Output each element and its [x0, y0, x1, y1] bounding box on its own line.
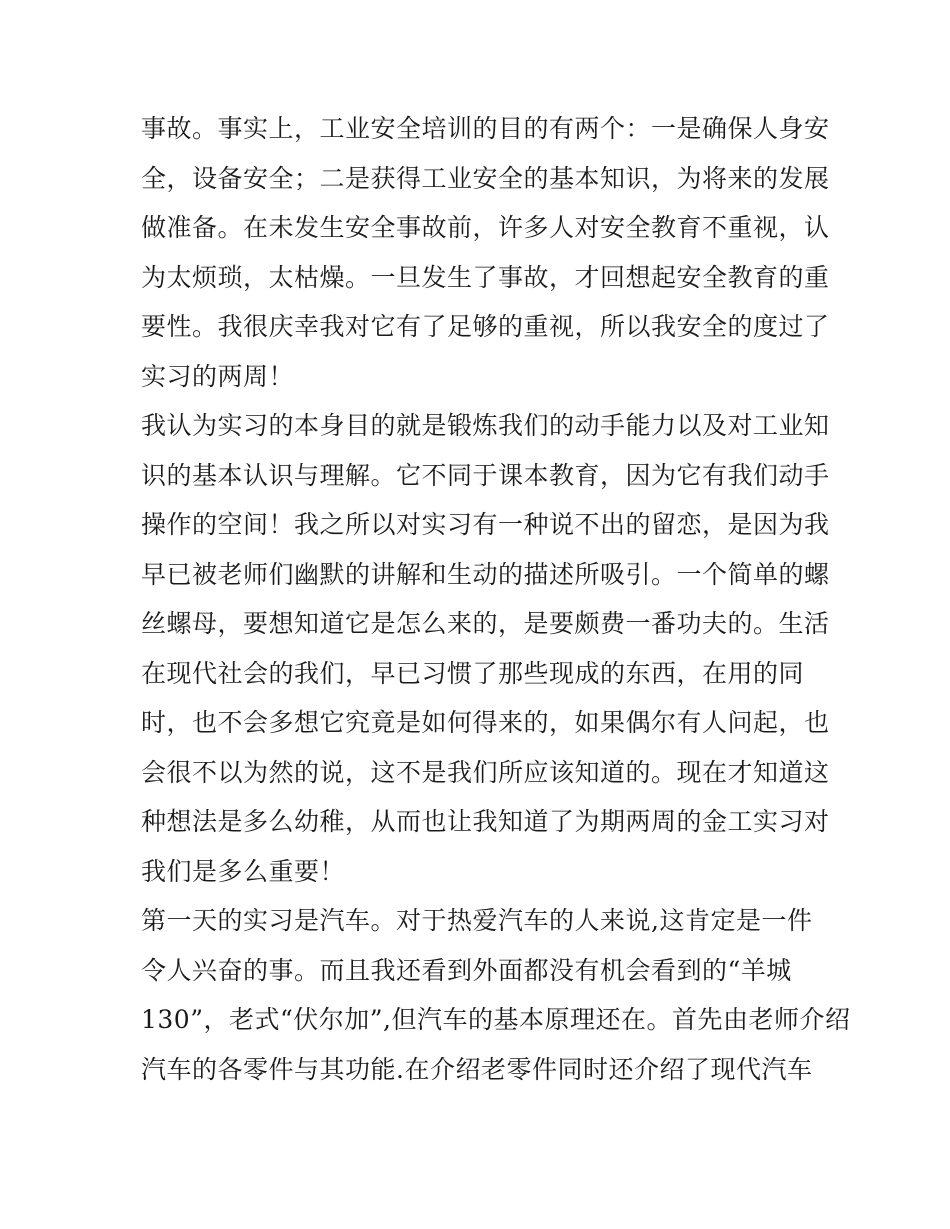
text-line: 全，设备安全；二是获得工业安全的基本知识，为将来的发展	[141, 163, 830, 193]
text-line: 要性。我很庆幸我对它有了足够的重视，所以我安全的度过了	[141, 312, 830, 341]
text-line: 令人兴奋的事。而且我还看到外面都没有机会看到的“羊城	[141, 955, 792, 985]
text-line: 130”，老式“伏尔加”,但汽车的基本原理还在。首先由老师介绍	[141, 1005, 851, 1034]
text-line: 丝螺母，要想知道它是怎么来的，是要颇费一番功夫的。生活	[141, 609, 830, 638]
text-line: 做准备。在未发生安全事故前，许多人对安全教育不重视，认	[141, 213, 830, 242]
text-line: 在现代社会的我们，早已习惯了那些现成的东西，在用的同	[141, 658, 805, 688]
text-line: 会很不以为然的说，这不是我们所应该知道的。现在才知道这	[141, 757, 830, 787]
text-line: 早已被老师们幽默的讲解和生动的描述所吸引。一个简单的螺	[141, 559, 830, 589]
body-text	[141, 104, 851, 1094]
text-line: 识的基本认识与理解。它不同于课本教育，因为它有我们动手	[141, 460, 830, 490]
text-line: 我认为实习的本身目的就是锻炼我们的动手能力以及对工业知	[141, 411, 830, 440]
text-line: 我们是多么重要！	[141, 856, 346, 886]
text-line: 事故。事实上，工业安全培训的目的有两个：一是确保人身安	[141, 114, 830, 143]
text-line: 实习的两周！	[141, 361, 295, 391]
text-line: 为太烦琐，太枯燥。一旦发生了事故，才回想起安全教育的重	[141, 262, 830, 292]
text-line: 操作的空间！我之所以对实习有一种说不出的留恋，是因为我	[141, 510, 830, 539]
text-line: 第一天的实习是汽车。对于热爱汽车的人来说,这肯定是一件	[141, 906, 813, 935]
text-line: 汽车的各零件与其功能.在介绍老零件同时还介绍了现代汽车	[141, 1054, 813, 1084]
text-line: 时，也不会多想它究竟是如何得来的，如果偶尔有人问起，也	[141, 708, 830, 737]
text-line: 种想法是多么幼稚，从而也让我知道了为期两周的金工实习对	[141, 807, 830, 836]
